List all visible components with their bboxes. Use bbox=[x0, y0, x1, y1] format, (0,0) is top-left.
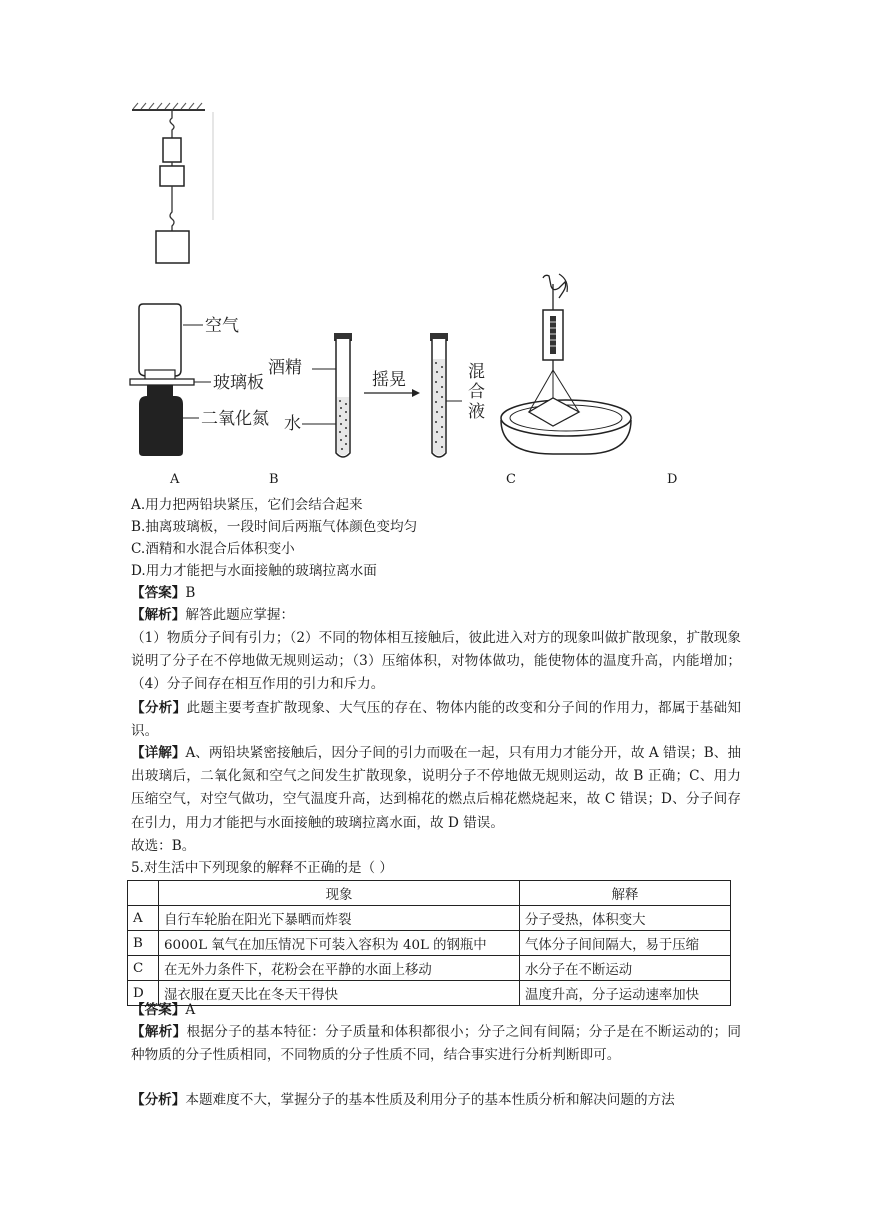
table-cell: A bbox=[128, 906, 159, 931]
option-b: B.抽离玻璃板，一段时间后两瓶气体颜色变均匀 bbox=[131, 519, 418, 535]
table-cell: 在无外力条件下，花粉会在平静的水面上移动 bbox=[159, 956, 520, 981]
detail-tag: 【详解】 bbox=[131, 745, 186, 761]
table-row bbox=[128, 906, 731, 931]
q4-choice: 故选：B。 bbox=[131, 838, 196, 854]
fenxi-text: 此题主要考查扩散现象、大气压的存在、物体内能的改变和分子间的作用力，都属于基础知识。 bbox=[131, 700, 742, 740]
no2-label: 二氧化氮 bbox=[201, 409, 269, 429]
q4-fenxi bbox=[131, 697, 741, 743]
figure-label-a: A bbox=[170, 472, 180, 487]
table-header-cell bbox=[128, 881, 159, 906]
table-header-cell: 解释 bbox=[520, 881, 731, 906]
figure-label-b: B bbox=[269, 472, 279, 487]
q4-analysis-heading bbox=[131, 604, 294, 626]
table-cell: 温度升高，分子运动速率加快 bbox=[520, 981, 731, 1006]
table-cell: 分子受热，体积变大 bbox=[520, 906, 731, 931]
fenxi-tag: 【分析】 bbox=[131, 1092, 186, 1108]
table-row bbox=[128, 931, 731, 956]
table-cell: B bbox=[128, 931, 159, 956]
analysis-tag: 【解析】 bbox=[131, 607, 186, 623]
q5-analysis bbox=[131, 1021, 741, 1067]
q4-detail bbox=[131, 742, 741, 835]
shake-label: 摇晃 bbox=[372, 370, 406, 390]
q4-answer bbox=[131, 582, 195, 604]
table-row bbox=[128, 956, 731, 981]
answer-value: B bbox=[185, 585, 196, 601]
figure-label-d: D bbox=[667, 472, 678, 487]
answer-tag: 【答案】 bbox=[131, 1002, 186, 1018]
glass-plate-label: 玻璃板 bbox=[213, 373, 264, 393]
gas-diffusion-figure bbox=[125, 300, 269, 465]
table-header-row bbox=[128, 881, 731, 906]
answer-value: A bbox=[185, 1002, 196, 1018]
q5-fenxi bbox=[131, 1089, 675, 1111]
fenxi-text: 本题难度不大，掌握分子的基本性质及利用分子的基本性质分析和解决问题的方法 bbox=[185, 1092, 675, 1108]
spring-scale-figure bbox=[493, 272, 643, 467]
air-label: 空气 bbox=[205, 316, 239, 336]
alcohol-water-figure bbox=[262, 325, 494, 467]
table-cell: 水分子在不断运动 bbox=[520, 956, 731, 981]
detail-text: A、两铅块紧密接触后，因分子间的引力而吸在一起，只有用力才能分开，故 A 错误；B、抽出玻璃后，二氧化氮和空气之间发生扩散现象，说明分子不停地做无规则运动，故 B 正确；C、用力压缩空气，对空气做功，空气温度升高，达到棉花的燃点后棉花燃烧起来，故 C 错误；D、分子间存在引力，用力才能把与水面接触的玻璃拉离水面，故 D 错误。 bbox=[131, 745, 742, 831]
q4-analysis-body: （1）物质分子间有引力；（2）不同的物体相互接触后，彼此进入对方的现象叫做扩散现象，扩散现象说明了分子在不停地做无规则运动；（3）压缩体积，对物体做功，能使物体的温度升高，内能增加；（4）分子间存在相互作用的引力和斥力。 bbox=[131, 630, 741, 693]
table-cell: 6000L 氧气在加压情况下可装入容积为 40L 的钢瓶中 bbox=[159, 931, 520, 956]
lead-blocks-figure bbox=[125, 100, 225, 268]
option-d: D.用力才能把与水面接触的玻璃拉离水面 bbox=[131, 563, 377, 579]
alcohol-label: 酒精 bbox=[268, 358, 302, 378]
analysis-intro: 解答此题应掌握： bbox=[185, 607, 295, 623]
table-cell: D bbox=[128, 981, 159, 1006]
water-label: 水 bbox=[284, 414, 301, 434]
table-row bbox=[128, 981, 731, 1006]
answer-tag: 【答案】 bbox=[131, 585, 186, 601]
figure-label-c: C bbox=[506, 472, 516, 487]
mixed-liquid-label: 混合液 bbox=[468, 362, 485, 422]
table-header-cell: 现象 bbox=[159, 881, 520, 906]
table-cell: 气体分子间间隔大，易于压缩 bbox=[520, 931, 731, 956]
q5-question: 5.对生活中下列现象的解释不正确的是（ ） bbox=[131, 860, 393, 876]
q5-table bbox=[127, 880, 731, 1006]
option-a: A.用力把两铅块紧压，它们会结合起来 bbox=[131, 497, 363, 513]
analysis-tag: 【解析】 bbox=[131, 1024, 187, 1040]
table-cell: 自行车轮胎在阳光下暴晒而炸裂 bbox=[159, 906, 520, 931]
table-cell: C bbox=[128, 956, 159, 981]
analysis-text: 根据分子的基本特征：分子质量和体积都很小；分子之间有间隔；分子是在不断运动的；同种物质的分子性质相同，不同物质的分子性质不同，结合事实进行分析判断即可。 bbox=[131, 1024, 742, 1064]
table-cell: 湿衣服在夏天比在冬天干得快 bbox=[159, 981, 520, 1006]
fenxi-tag: 【分析】 bbox=[131, 700, 187, 716]
option-c: C.酒精和水混合后体积变小 bbox=[131, 541, 295, 557]
q5-answer bbox=[131, 999, 195, 1021]
